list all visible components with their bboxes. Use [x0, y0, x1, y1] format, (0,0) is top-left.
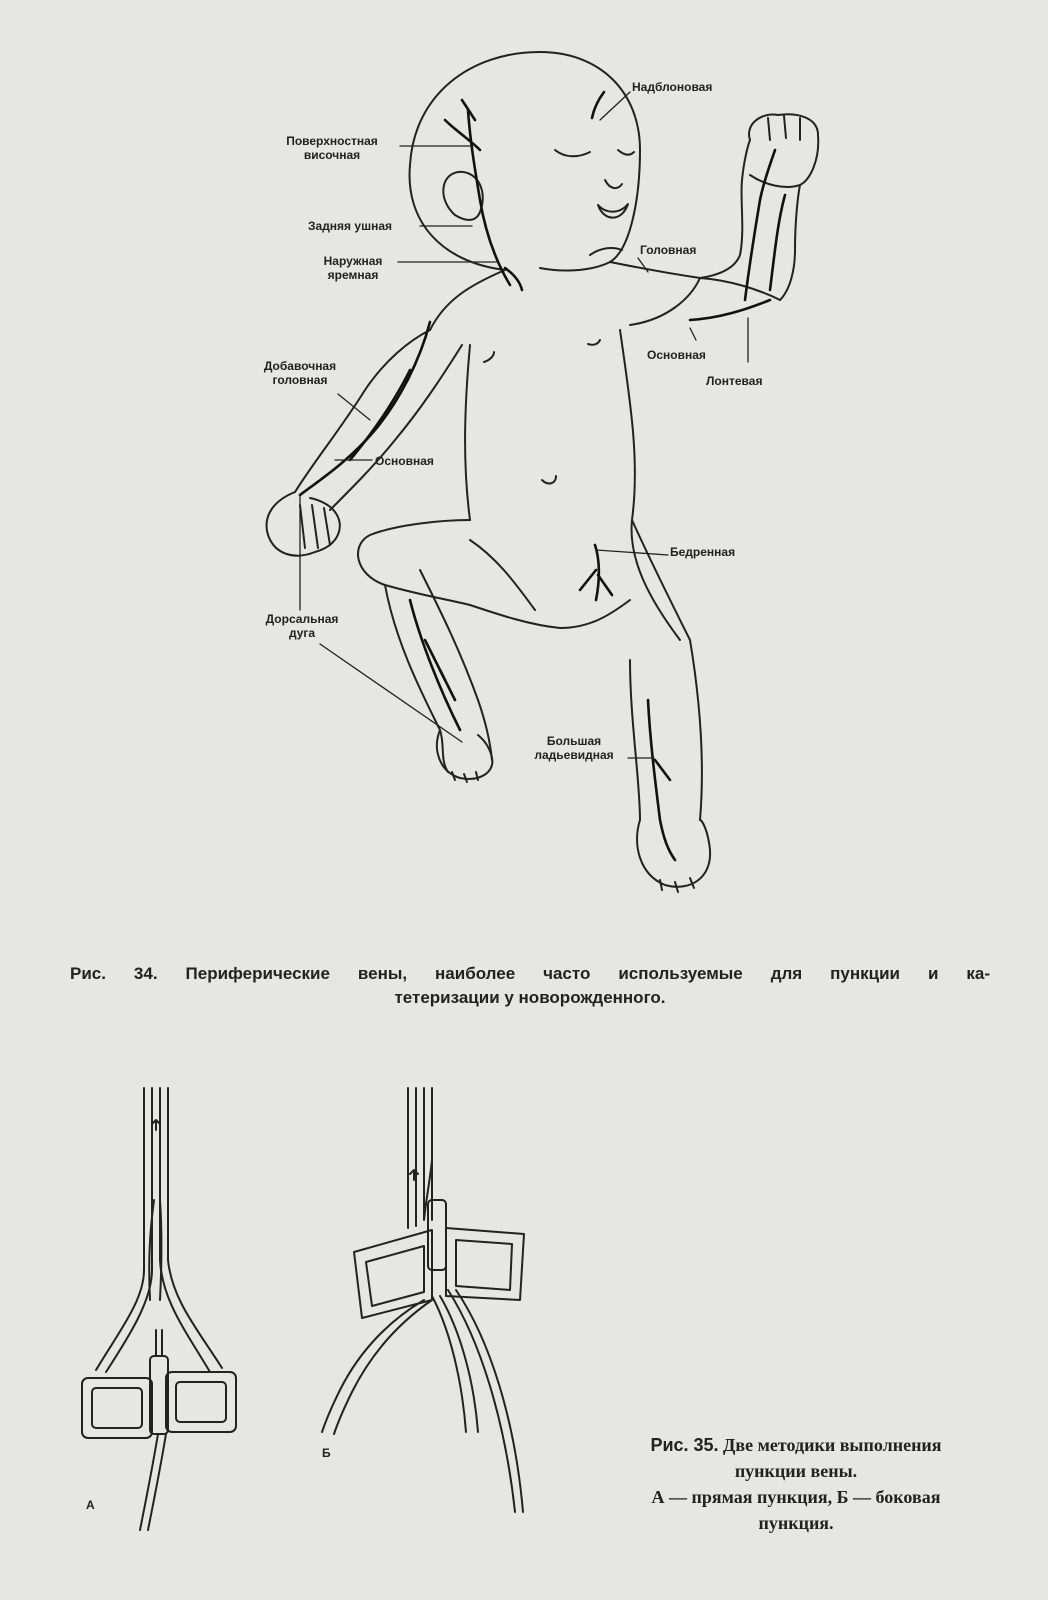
figure-35-caption-line1 [596, 1432, 996, 1458]
figure-35-caption-line2: пункции вены. [734, 1461, 858, 1481]
wing-left-b [354, 1230, 432, 1318]
label-great-saphenous-line2: ладьевидная [534, 748, 614, 762]
hub-b [428, 1200, 446, 1270]
label-external-jugular-line1: Наружная [323, 254, 383, 268]
figure-34-caption-text1: Периферические вены, наиболее часто используемые для пункции и ка- [185, 964, 990, 983]
figure-35-caption-text1: Две методики выполнения [723, 1435, 942, 1455]
label-supraorbital: Надблоновая [632, 80, 713, 94]
label-femoral: Бедренная [670, 545, 736, 559]
label-dorsal-arch-line1: Дорсальная [265, 612, 339, 626]
label-external-jugular-line2: яремная [327, 268, 379, 282]
label-basilic-left: Основная [375, 454, 434, 468]
figure-35-caption [596, 1432, 996, 1536]
label-basilic-right: Основная [647, 348, 706, 362]
figure-35-caption-line4: пункция. [758, 1513, 834, 1533]
figure-35-caption-line3: А — прямая пункция, Б — боковая [651, 1487, 941, 1507]
method-a-drawing [82, 1088, 236, 1530]
label-great-saphenous-line1: Большая [546, 734, 602, 748]
label-posterior-auricular: Задняя ушная [308, 219, 392, 233]
label-accessory-cephalic-line2: головная [272, 373, 328, 387]
label-cubital: Лонтевая [706, 374, 763, 388]
figure-34-caption-line2: тетеризации у новорожденного. [394, 988, 666, 1007]
label-superficial-temporal-line1: Поверхностная [286, 134, 378, 148]
label-superficial-temporal-line2: височная [303, 148, 361, 162]
label-method-b: Б [322, 1446, 331, 1460]
label-method-a: А [86, 1498, 95, 1512]
figure-35-number: Рис. 35. [650, 1435, 719, 1455]
label-cephalic: Головная [640, 243, 697, 257]
method-b-drawing [322, 1088, 524, 1512]
figure-34-number: Рис. 34. [70, 964, 158, 983]
wing-right-b [446, 1228, 524, 1300]
label-dorsal-arch-line2: дуга [288, 626, 316, 640]
label-accessory-cephalic-line1: Добавочная [263, 359, 337, 373]
